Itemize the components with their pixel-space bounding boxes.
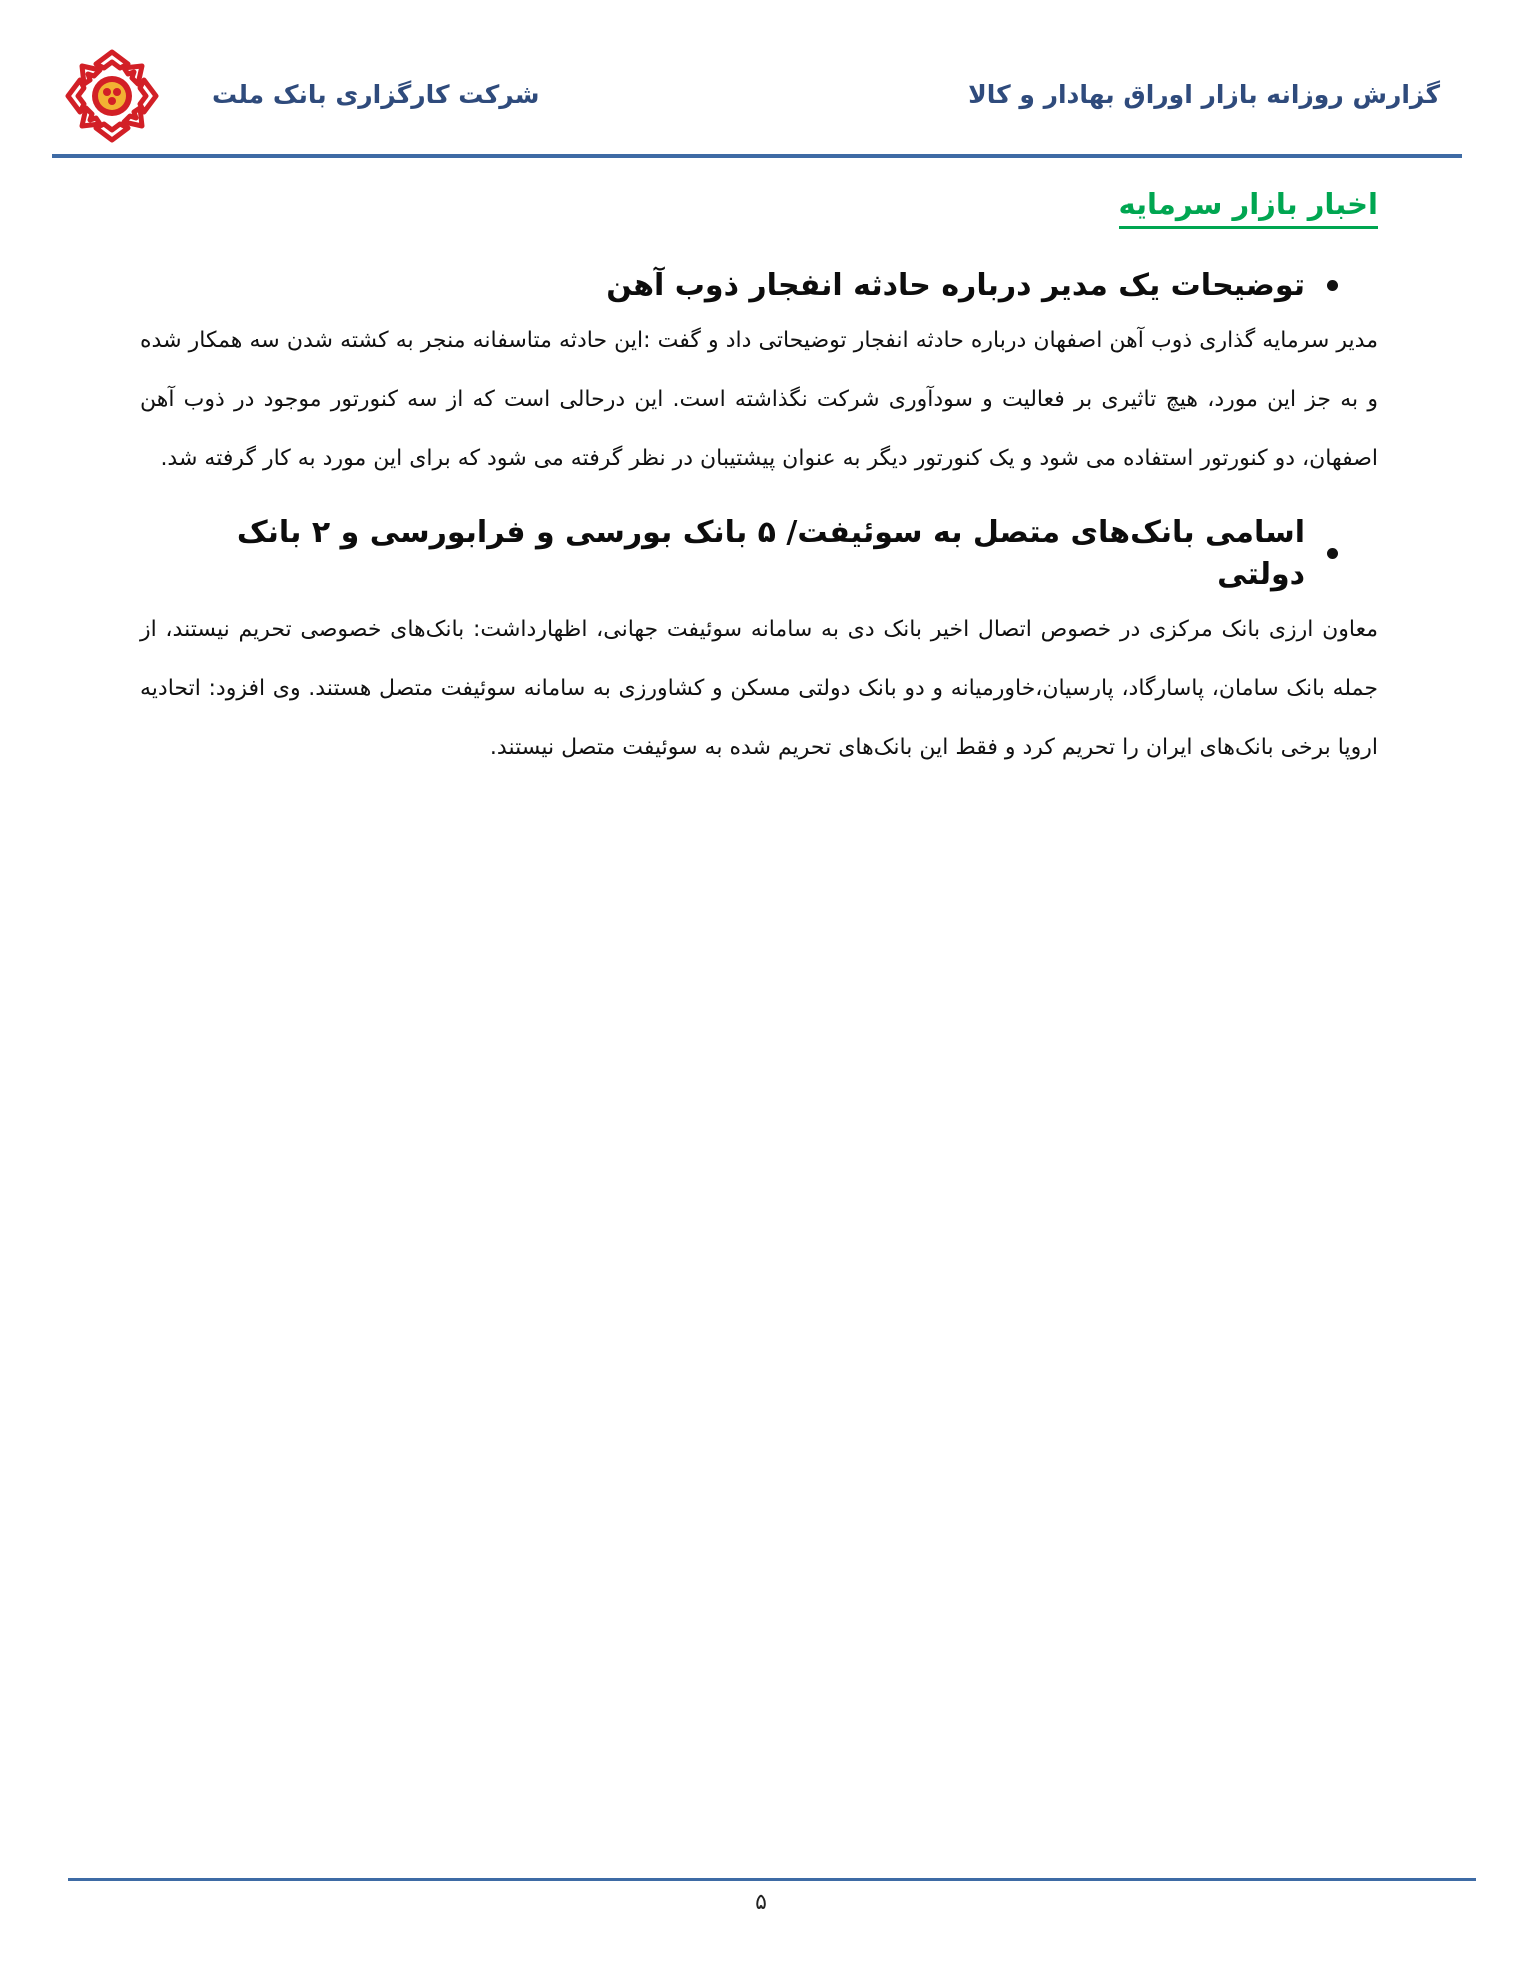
news-body: مدیر سرمایه گذاری ذوب آهن اصفهان درباره حادثه انفجار توضیحاتی داد و گفت :این حادثه متاسفانه منجر به کشته شدن سه همکار شده و به جز این مورد، هیچ تاثیری بر فعالیت و سودآوری شرکت نگذاشته است. این درحالی است که از سه کنورتور موجود در ذوب آهن اصفهان، دو کنورتور استفاده می شود و یک کنورتور دیگر به عنوان پیشتیبان در نظر گرفته می شود که برای این مورد به کار گرفته شد. — [140, 327, 1378, 471]
news-title-text: توضیحات یک مدیر درباره حادثه انفجار ذوب آهن — [606, 267, 1305, 303]
section-heading: اخبار بازار سرمایه — [1119, 186, 1378, 229]
news-title-text: اسامی بانک‌های متصل به سوئیفت/ ۵ بانک بورسی و فرابورسی و ۲ بانک دولتی — [236, 514, 1305, 592]
news-item — [140, 265, 1378, 488]
footer-divider — [68, 1878, 1476, 1881]
bullet-icon — [1327, 548, 1338, 559]
news-title — [140, 512, 1338, 596]
company-name: شرکت کارگزاری بانک ملت — [212, 80, 540, 109]
header-divider — [52, 154, 1462, 158]
report-title: گزارش روزانه بازار اوراق بهادار و کالا — [968, 80, 1440, 109]
news-item — [140, 512, 1378, 777]
bullet-icon — [1327, 280, 1338, 291]
main-content — [140, 180, 1378, 801]
page-number: ۵ — [755, 1890, 767, 1915]
bank-mellat-logo-icon — [62, 46, 162, 146]
news-body: معاون ارزی بانک مرکزی در خصوص اتصال اخیر بانک دی به سامانه سوئیفت جهانی، اظهارداشت: بانک‌های خصوصی تحریم نیستند، از جمله بانک سامان، پاسارگاد، پارسیان،خاورمیانه و دو بانک دولتی مسکن و کشاورزی به سامانه سوئیفت متصل هستند. وی افزود: اتحادیه اروپا برخی بانک‌های ایران را تحریم کرد و فقط این بانک‌های تحریم شده به سوئیفت متصل نیستند. — [140, 616, 1378, 760]
page-header — [52, 40, 1460, 152]
news-title — [140, 265, 1338, 307]
